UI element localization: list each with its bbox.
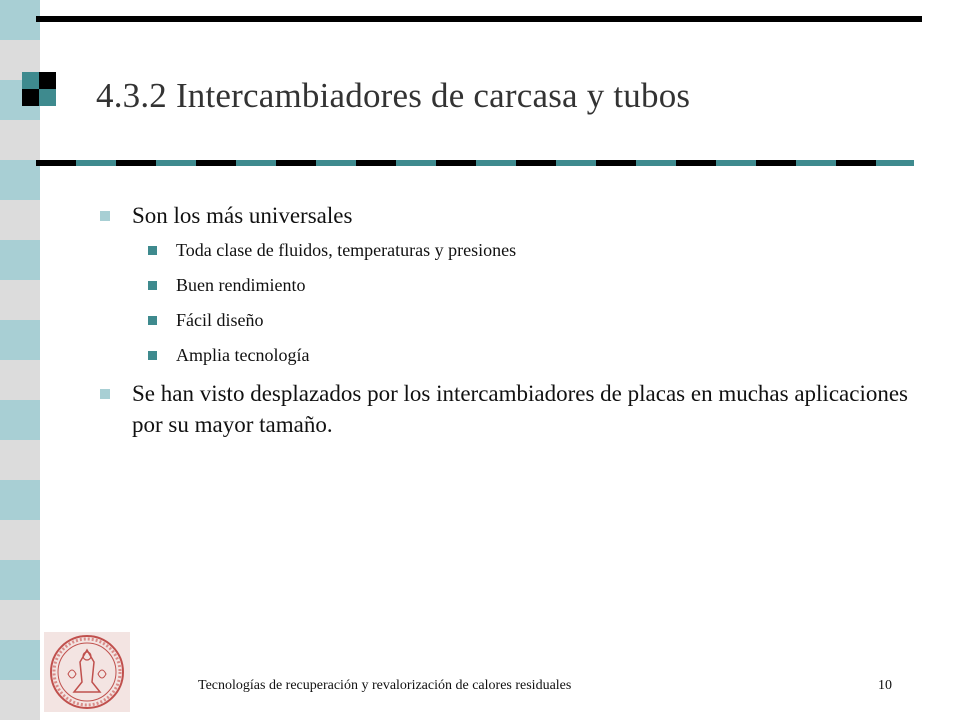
rule-segment	[76, 160, 116, 166]
rule-segment	[516, 160, 556, 166]
rule-segment	[716, 160, 756, 166]
slide-content	[96, 200, 916, 446]
rule-segment	[636, 160, 676, 166]
sub-bullet-item	[96, 308, 916, 332]
rule-segment	[196, 160, 236, 166]
strip-cell	[0, 560, 40, 600]
rule-segment	[116, 160, 156, 166]
strip-cell	[0, 200, 40, 240]
strip-cell	[0, 360, 40, 400]
bullet-item	[96, 200, 916, 231]
strip-cell	[0, 440, 40, 480]
strip-cell	[0, 120, 40, 160]
title-underline-rule	[36, 160, 914, 166]
title-square-mark-icon	[22, 72, 56, 106]
strip-cell	[0, 320, 40, 360]
sub-bullet-text: Buen rendimiento	[176, 275, 306, 295]
rule-segment	[876, 160, 914, 166]
bullet-text: Son los más universales	[132, 203, 353, 228]
strip-cell	[0, 0, 40, 40]
rule-segment	[756, 160, 796, 166]
strip-cell	[0, 520, 40, 560]
square-bullet-icon	[100, 211, 110, 221]
rule-segment	[36, 160, 76, 166]
square-bullet-icon	[148, 351, 157, 360]
strip-cell	[0, 600, 40, 640]
sub-bullet-item	[96, 273, 916, 297]
rule-segment	[396, 160, 436, 166]
sub-bullet-text: Amplia tecnología	[176, 345, 310, 365]
rule-segment	[476, 160, 516, 166]
slide-title: 4.3.2 Intercambiadores de carcasa y tubos	[96, 76, 691, 115]
rule-segment	[796, 160, 836, 166]
page-number: 10	[878, 678, 892, 693]
rule-segment	[676, 160, 716, 166]
rule-segment	[836, 160, 876, 166]
sub-bullet-item	[96, 238, 916, 262]
strip-cell	[0, 400, 40, 440]
strip-cell	[0, 480, 40, 520]
sub-bullet-text: Fácil diseño	[176, 310, 264, 330]
rule-segment	[556, 160, 596, 166]
sub-bullet-text: Toda clase de fluidos, temperaturas y presiones	[176, 240, 517, 260]
bullet-item	[96, 378, 916, 440]
rule-segment	[596, 160, 636, 166]
strip-cell	[0, 240, 40, 280]
rule-segment	[436, 160, 476, 166]
rule-segment	[236, 160, 276, 166]
rule-segment	[156, 160, 196, 166]
top-rule	[36, 16, 922, 22]
left-decorative-strip	[0, 0, 40, 720]
footer-text: Tecnologías de recuperación y revalorización de calores residuales	[198, 678, 572, 693]
strip-cell	[0, 280, 40, 320]
rule-segment	[276, 160, 316, 166]
rule-segment	[316, 160, 356, 166]
rule-segment	[356, 160, 396, 166]
square-bullet-icon	[148, 316, 157, 325]
sub-bullet-item	[96, 343, 916, 367]
strip-cell	[0, 640, 40, 680]
square-bullet-icon	[148, 246, 157, 255]
square-bullet-icon	[100, 389, 110, 399]
strip-cell	[0, 160, 40, 200]
square-bullet-icon	[148, 281, 157, 290]
bullet-text: Se han visto desplazados por los intercambiadores de placas en muchas aplicaciones por su mayor tamaño.	[132, 381, 908, 437]
slide-footer	[0, 678, 960, 702]
